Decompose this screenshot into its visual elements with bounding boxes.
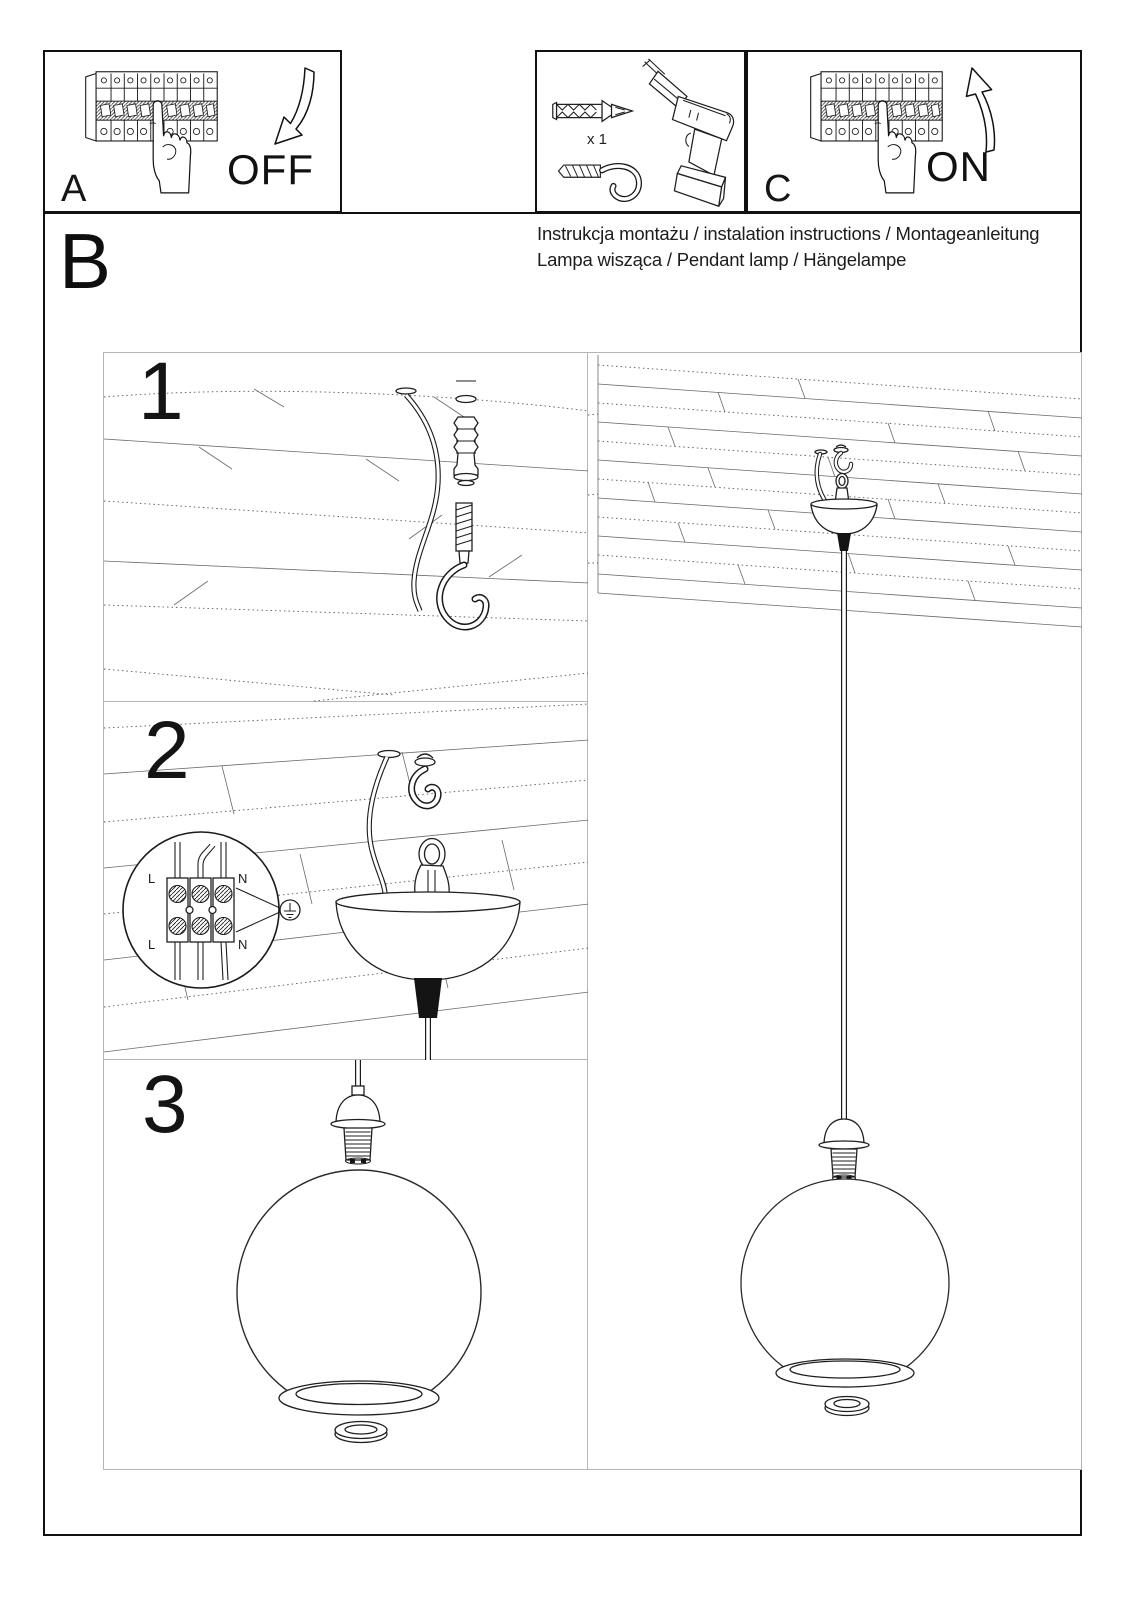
instructions-line-2: Lampa wisząca / Pendant lamp / Hängelampe — [537, 249, 907, 270]
cord-grip-cone — [414, 978, 442, 1018]
retaining-ring-icon — [335, 1422, 387, 1443]
wall-plug-icon — [549, 96, 639, 126]
terminal-label-l-top: L — [148, 871, 156, 886]
wall-plug-icon — [454, 417, 478, 486]
terminal-label-n-bottom: N — [238, 937, 248, 952]
power-wire-icon — [406, 395, 438, 611]
step-c-box — [746, 50, 1082, 213]
instructions-title — [537, 221, 1039, 273]
on-label: ON — [926, 143, 991, 190]
glass-sphere-shade — [237, 1170, 481, 1415]
retaining-ring-icon — [825, 1397, 869, 1416]
ceiling-planks — [588, 355, 1082, 627]
power-wire-icon — [369, 757, 387, 893]
glass-sphere-shade — [741, 1179, 949, 1387]
plug-quantity-label: x 1 — [587, 131, 608, 148]
step-1-panel — [103, 346, 588, 702]
cord-grip-cone — [837, 533, 851, 551]
terminal-label-n-top: N — [238, 871, 248, 886]
earth-ground-icon — [280, 900, 300, 920]
hook-screw-icon — [440, 503, 487, 627]
box-c-letter: C — [764, 168, 792, 210]
section-b-panel — [43, 212, 1082, 1536]
assembled-lamp-panel — [588, 352, 1082, 1470]
curved-arrow-down-icon — [257, 62, 319, 154]
wiring-inset — [123, 832, 300, 988]
box-a-letter: A — [61, 168, 87, 210]
canopy-icon — [811, 499, 877, 551]
lamp-socket-icon — [819, 1119, 869, 1181]
step-3-number: 3 — [142, 1059, 188, 1150]
terminal-label-l-bottom: L — [148, 937, 156, 952]
instructions-line-1: Instrukcja montażu / instalation instructions / Montageanleitung — [537, 223, 1040, 244]
assembled-lamp-illustration — [588, 353, 1082, 1471]
step-1-number: 1 — [138, 346, 184, 437]
lamp-socket-icon — [331, 1086, 385, 1164]
step-2-panel — [103, 702, 588, 1060]
canopy-icon — [336, 892, 520, 1018]
circuit-breaker-icon — [65, 58, 235, 198]
off-label: OFF — [227, 146, 314, 193]
suspension-loop-icon — [415, 839, 449, 894]
drill-icon — [633, 57, 739, 211]
step-a-box — [43, 50, 342, 213]
tools-box — [535, 50, 746, 213]
step-2-number: 2 — [144, 705, 190, 796]
terminal-block — [167, 878, 234, 942]
ceiling-attachment — [815, 445, 851, 505]
ceiling-hole — [378, 751, 400, 758]
step-3-panel — [103, 1060, 588, 1470]
section-letter: B — [59, 217, 112, 305]
installed-hook-icon — [412, 754, 439, 806]
